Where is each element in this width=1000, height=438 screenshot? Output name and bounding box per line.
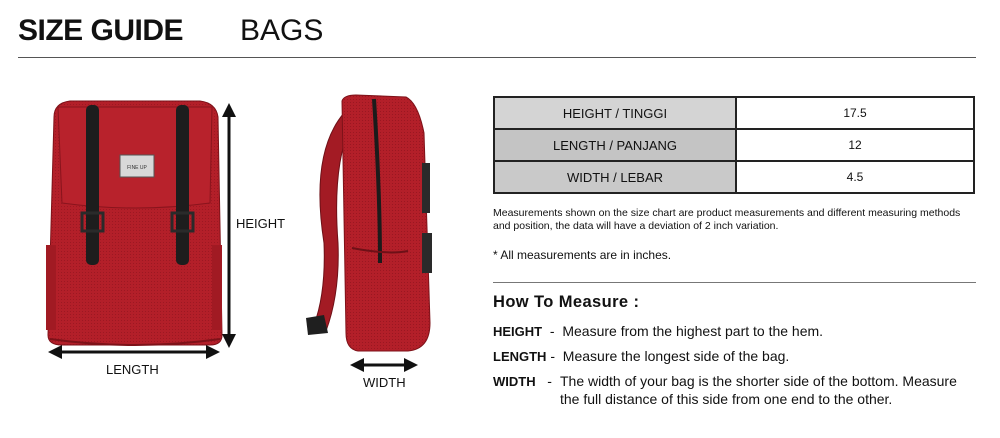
backpack-side-illustration bbox=[296, 93, 446, 358]
length-arrow bbox=[48, 343, 220, 361]
backpack-front-illustration bbox=[40, 95, 240, 365]
width-dimension-label: WIDTH bbox=[363, 375, 406, 390]
how-to-item-length bbox=[493, 347, 789, 366]
header-divider bbox=[18, 57, 976, 58]
table-cell-label: WIDTH / LEBAR bbox=[494, 161, 736, 193]
table-row bbox=[494, 161, 974, 193]
page-subtitle: BAGS bbox=[240, 14, 324, 47]
how-to-term: HEIGHT bbox=[493, 324, 543, 339]
table-cell-label: LENGTH / PANJANG bbox=[494, 129, 736, 161]
height-dimension-label: HEIGHT bbox=[236, 216, 286, 231]
how-to-heading: How To Measure : bbox=[493, 293, 640, 311]
how-to-term: WIDTH bbox=[493, 374, 536, 389]
how-to-desc: Measure the longest side of the bag. bbox=[562, 348, 790, 364]
measurement-note: Measurements shown on the size chart are product measurements and different measuring methods and position, the data will have a deviation of 2 inch variation. bbox=[493, 207, 961, 232]
length-dimension-label: LENGTH bbox=[106, 362, 159, 377]
table-row bbox=[494, 97, 974, 129]
how-to-desc: The width of your bag is the shorter side of the bottom. Measure the full distance of this side from one end to the other. bbox=[560, 373, 957, 407]
units-note: * All measurements are in inches. bbox=[493, 248, 672, 262]
brand-label: FINE UP bbox=[127, 165, 147, 171]
table-cell-label: HEIGHT / TINGGI bbox=[494, 97, 736, 129]
table-cell-value: 4.5 bbox=[736, 161, 974, 193]
how-to-separator: - bbox=[546, 348, 563, 364]
how-to-separator: - bbox=[542, 323, 563, 339]
table-row bbox=[494, 129, 974, 161]
how-to-desc: Measure from the highest part to the hem. bbox=[562, 323, 824, 339]
how-to-term: LENGTH bbox=[493, 349, 547, 364]
size-table bbox=[493, 96, 975, 194]
how-to-separator: - bbox=[535, 373, 560, 389]
width-arrow bbox=[350, 356, 418, 374]
table-cell-value: 17.5 bbox=[736, 97, 974, 129]
how-to-item-height bbox=[493, 322, 823, 341]
section-divider bbox=[493, 282, 976, 283]
table-cell-value: 12 bbox=[736, 129, 974, 161]
how-to-item-width bbox=[493, 372, 560, 391]
page-title: SIZE GUIDE bbox=[18, 14, 184, 47]
